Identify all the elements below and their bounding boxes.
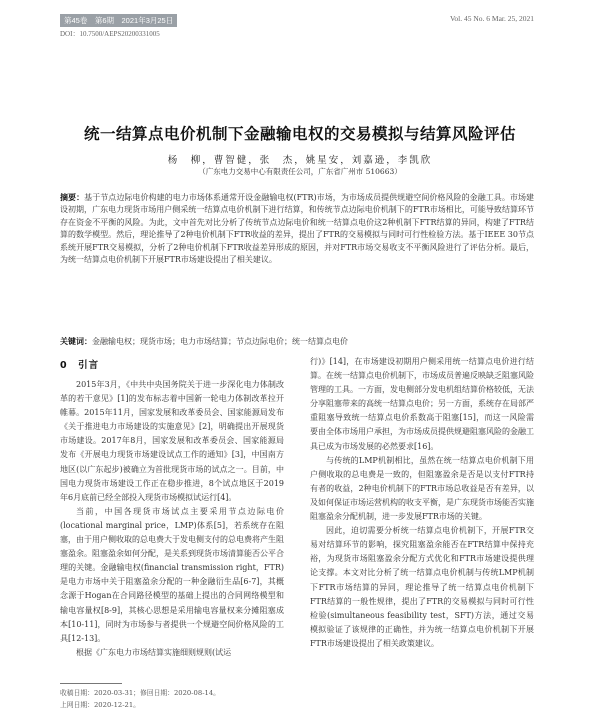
paragraph: 行)》[14]，在市场建设初期用户侧采用统一结算点电价进行结算。在统一结算点电价机制下，市场成员普遍反映缺乏阻塞风险管理的工具。一方面，发电侧部分发电机组结算价格较低，无法分享阻塞带来的高统一结算点电价；另一方面，系统存在局部严重阻塞导致统一结算点电价系数高于阻塞[15]，而这一风险需要由全体市场用户承担，为市场成员提供规避阻塞风险的金融工具已成为市场发展的必然要求[16]。 [310, 357, 534, 451]
abstract-text: 基于节点边际电价构建的电力市场体系通常开设金融输电权(FTR)市场，为市场成员提供规避空间价格风险的金融工具。市场建设初期，广东电力现货市场用户侧采统一结算点电价机制下进行结算，和传统节点边际电价机制下的FTR市场相比，可能导致结算环节存在资金不平衡的风险。为此，文中首先对比分析了传统节点边际电价和统一结算点电价这2种机制下FTR结算的异同，构建了FTR结算的数学模型。然后，理论推导了2种电价机制下FTR收益的差异，提出了FTR的交易模拟与同时可行性检验方法。基于IEEE 30节点系统开展FTR交易模拟，分析了2种电价机制下FTR收益差异形成的原因，并对FTR市场交易收支不平衡风险进行了评估分析。最后，为统一结算点电价机制下开展FTR市场建设提出了相关建议。 [60, 193, 534, 265]
footnotes [60, 688, 220, 711]
abstract [60, 192, 534, 266]
body-column-left [60, 378, 284, 660]
affiliation: （广东电力交易中心有限责任公司，广东省广州市 510663） [198, 167, 402, 176]
paragraph: 2015年3月，《中共中央国务院关于进一步深化电力体制改革的若干意见》[1]的发布标志着中国新一轮电力体制改革拉开帷幕。2015年11月，国家发展和改革委员会、国家能源局发布《关于推进电力市场建设的实施意见》[2]，明确提出开展现货市场建设。2017年8月，国家发展和改革委员会、国家能源局发布《开展电力现货市场建设试点工作的通知》[3]，中国南方地区(以广东起步)被确立为首批现货市场的试点之一。目前，中国电力现货市场建设工作正在稳步推进，8个试点地区于2019年6月底前已经全部投入现货市场模拟试运行[4]。 [60, 380, 284, 502]
paper-title: 统一结算点电价机制下金融输电权的交易模拟与结算风险评估 [83, 125, 516, 143]
authors: 杨 柳，曹智健，张 杰，姚星安，刘嘉逊，李凯欣 [167, 155, 433, 166]
journal-issue-badge: 第45卷 第6期 2021年3月25日 [60, 14, 177, 27]
paragraph: 因此，迫切需要分析统一结算点电价机制下，开展FTR交易对结算环节的影响，探究阻塞盈余能否在FTR结算中保持充裕，为现货市场阻塞盈余分配方式优化和FTR市场建设提供理论支撑。本文对比分析了统一结算点电价机制与传统LMP机制下FTR市场结算的异同，理论推导了统一结算点电价机制下FTR结算的一般性规律，提出了FTR的交易模拟与同时可行性检验(simultaneous feasibility test，SFT)方法，通过交易模拟验证了该规律的正确性，并为统一结算点电价机制下开展FTR市场建设提出了相关政策建议。 [310, 526, 534, 648]
doi: DOI：10.7500/AEPS20200331005 [60, 30, 160, 38]
paragraph: 与传统的LMP机制相比，虽然在统一结算点电价机制下用户侧收取的总电费是一致的，但阻塞盈余是否是以支付FTR持有者的收益，2种电价机制下的FTR市场总收益是否有差异，以及如何保证市场运营机构的收支平衡，是广东现货市场能否实施阻塞盈余分配机制，进一步发展FTR市场的关键。 [310, 455, 534, 522]
keywords [60, 336, 534, 347]
footnote-divider [60, 683, 122, 684]
keywords-text: 金融输电权；现货市场；电力市场结算；节点边际电价；统一结算点电价 [92, 337, 348, 346]
journal-volume-info: Vol. 45 No. 6 Mar. 25, 2021 [449, 14, 534, 23]
body-column-right [310, 355, 534, 651]
paragraph: 根据《广东电力市场结算实施细则规则(试运 [76, 647, 232, 657]
online-date: 上网日期：2020-12-21。 [60, 700, 140, 709]
section-heading: 0 引言 [60, 360, 100, 371]
abstract-label: 摘要： [60, 193, 85, 202]
received-date: 收稿日期：2020-03-31；修回日期：2020-08-14。 [60, 689, 220, 697]
paragraph: 当前，中国各现货市场试点主要采用节点边际电价(locational marginal price，LMP)体系[5]，若系统存在阻塞，由于用户侧收取的总电费大于发电侧支付的总电费将产生阻塞盈余。阻塞盈余如何分配，是关系到现货市场清算能否公平合理的关键。金融输电权(financial transmission right，FTR)是电力市场中关于阻塞盈余分配的一种金融衍生品[6-7]，其概念源于Hogan在合同路径模型的基础上提出的合同网络模型和输电容量权[8-9]，其核心思想是采用输电容量权来分摊阻塞成本[10-11]，同时为市场参与者提供一个规避空间价格风险的工具[12-13]。 [60, 506, 284, 643]
keywords-label: 关键词： [60, 337, 92, 346]
